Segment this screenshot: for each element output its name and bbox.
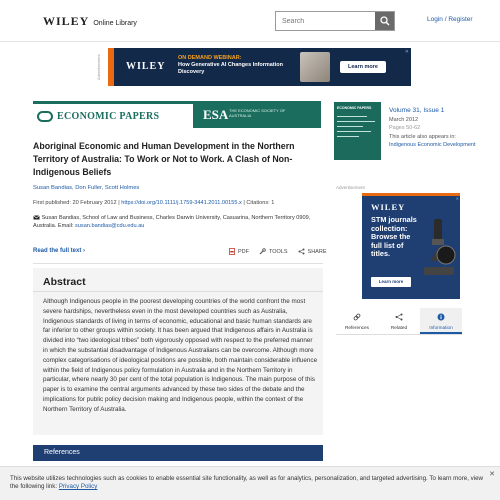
cover-line <box>337 136 359 137</box>
meta-separator: | <box>118 200 122 206</box>
tab-related[interactable] <box>378 308 420 334</box>
banner-advertisement <box>96 48 411 86</box>
ad-photo <box>300 52 330 82</box>
read-full-text-label: Read the full text <box>33 248 82 254</box>
ad-accent-bar <box>362 193 460 196</box>
info-icon <box>437 313 445 321</box>
microscope-image <box>420 215 458 279</box>
cover-line <box>337 121 375 122</box>
cookie-close-icon[interactable]: ✕ <box>489 471 495 478</box>
tab-references-label: References <box>345 325 369 330</box>
publication-meta <box>33 200 274 206</box>
search-box <box>275 11 395 31</box>
journal-cover-image[interactable] <box>334 102 381 160</box>
article-authors[interactable]: Susan Bandias, Don Fuller, Scott Holmes <box>33 185 140 191</box>
ad-headline: How Generative AI Changes Information Discovery <box>178 62 283 75</box>
search-icon <box>380 16 390 26</box>
first-published: First published: 20 February 2012 <box>33 200 117 206</box>
side-ad-close-icon[interactable]: ✕ <box>455 196 459 201</box>
pdf-icon <box>229 248 235 255</box>
cookie-text <box>10 475 490 491</box>
pdf-label: PDF <box>238 248 249 255</box>
webinar-ad[interactable] <box>108 48 411 86</box>
link-icon <box>353 313 361 321</box>
also-appears-label: This article also appears in: <box>389 133 456 140</box>
sidebar-tabs <box>336 308 462 335</box>
journal-name-area <box>33 104 193 128</box>
share-icon <box>298 248 305 255</box>
author-affiliation <box>33 214 325 230</box>
login-register-link[interactable]: Login / Register <box>427 16 473 23</box>
cover-line <box>337 131 371 132</box>
ad-brand: WILEY <box>126 61 166 72</box>
sidebar-advertisement-label: Advertisement <box>336 185 365 190</box>
journal-title: ECONOMIC PAPERS <box>57 110 160 122</box>
pdf-button[interactable] <box>229 248 249 255</box>
read-full-text-link[interactable] <box>33 248 85 254</box>
abstract-heading: Abstract <box>43 276 86 288</box>
tools-label: TOOLS <box>269 248 288 255</box>
cover-line <box>337 116 367 117</box>
ad-learn-more-button[interactable]: Learn more <box>340 61 386 73</box>
abstract-divider <box>33 291 323 292</box>
cover-title: ECONOMIC PAPERS <box>337 106 372 110</box>
privacy-policy-link[interactable]: Privacy Policy <box>58 483 98 490</box>
issue-info <box>389 107 484 150</box>
side-ad-copy: STM journals collection: Browse the full list of titles. <box>371 215 417 258</box>
cookie-banner <box>0 466 500 500</box>
site-header <box>0 0 500 42</box>
ad-tag: ON DEMAND WEBINAR: <box>178 55 242 61</box>
search-input[interactable] <box>276 12 375 30</box>
ad-promo-text <box>178 55 298 76</box>
issue-pages: Pages 50-62 <box>389 125 421 131</box>
envelope-icon <box>33 215 40 220</box>
tab-information-label: Information <box>429 325 453 330</box>
ad-close-icon[interactable]: ✕ <box>404 49 409 55</box>
article-title: Aboriginal Economic and Human Development in the Northern Territory of Australia: To Work or Not to Work. A Clash of Non-Indigenous Beliefs <box>33 141 295 177</box>
tools-button[interactable] <box>259 248 288 255</box>
doi-link[interactable]: https://doi.org/10.1111/j.1759-3441.2011.00155.x <box>121 200 242 206</box>
logo-subtitle: Online Library <box>93 20 137 27</box>
references-accordion[interactable]: References <box>33 445 323 461</box>
stm-journals-ad[interactable] <box>362 193 460 299</box>
ad-accent-bar <box>108 48 114 86</box>
volume-issue-link[interactable]: Volume 31, Issue 1 <box>389 107 445 114</box>
search-button[interactable] <box>375 12 394 30</box>
cover-line <box>337 126 363 127</box>
meta-separator: | <box>243 200 247 206</box>
journal-logo-icon <box>37 111 53 122</box>
wrench-icon <box>259 248 266 255</box>
chevron-right-icon: › <box>83 248 86 254</box>
citations-count[interactable]: Citations: 1 <box>246 200 275 206</box>
abstract-text: Although Indigenous people in the poorest developing countries of the world confront the most severe hardships, nevertheless even in the most developed countries such as Australia, Indigenous standards of living in terms of economic, educational and basic human standards are far inferior to other groups within society. It has been argued that Indigenous affairs in Australia is divided into “two ideological tribes” both vigorously opposed with respect to the preferred manner in which the substantial disadvantage of Indigenous Australians can be overcome. Although more complex categorisations of ideological positions are possible, both maintain considerable influence within the field of Indigenous policy formulation in Australia and in the Northern Territory in particular, where nearly 30 per cent of the total population is Indigenous. The main purpose of this paper is to examine the central arguments advanced by these two sides of the debate and the implications for public policy decision making and Indigenous people, within the context of the Northern Territory of Australia. <box>43 298 318 413</box>
share-graph-icon <box>395 313 403 321</box>
abstract-section <box>33 268 323 435</box>
logo-brand: WILEY <box>43 14 90 28</box>
society-logo-area <box>193 104 321 128</box>
share-button[interactable] <box>298 248 327 255</box>
author-email-link[interactable]: susan.bandias@cdu.edu.au <box>74 223 145 229</box>
society-name: THE ECONOMIC SOCIETY OF AUSTRALIA <box>229 108 286 118</box>
related-issue-link[interactable]: Indigenous Economic Development <box>389 142 476 148</box>
share-label: SHARE <box>307 248 327 255</box>
section-divider <box>33 263 323 264</box>
article-tools <box>229 248 327 255</box>
cookie-message: This website utilizes technologies such as cookies to enable essential site functionality, as well as for analytics, personalization, and targeted advertising. To learn more, view the following link: <box>10 475 484 490</box>
issue-date: March 2012 <box>389 116 419 123</box>
wiley-online-library-logo[interactable] <box>43 14 137 29</box>
side-ad-learn-more-button[interactable]: Learn more <box>371 277 411 287</box>
side-ad-brand: WILEY <box>371 202 406 212</box>
tab-related-label: Related <box>390 325 408 330</box>
tab-references[interactable] <box>336 308 378 334</box>
advertisement-label: Advertisement <box>96 54 101 80</box>
journal-banner[interactable] <box>33 101 321 128</box>
tab-information[interactable] <box>420 308 462 334</box>
society-logo: ESA <box>203 107 229 122</box>
affiliation-text: Susan Bandias, School of Law and Business, Charles Darwin University, Casuarina, Northern Territory 0909, Australia. Email: <box>33 215 311 229</box>
